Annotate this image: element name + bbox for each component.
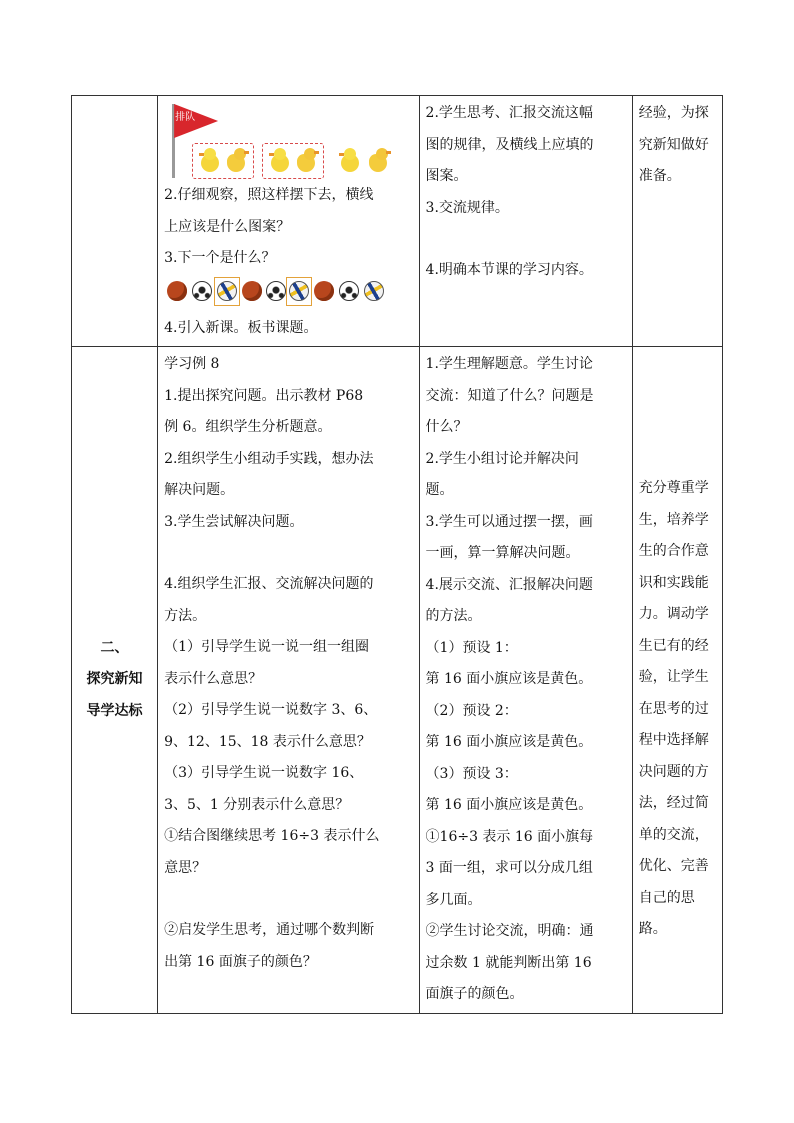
text-line: 题。: [425, 482, 454, 498]
text-line: 识和实践能: [638, 574, 709, 591]
stage-title: 导学达标: [86, 702, 143, 719]
student-activity-cell: [419, 347, 632, 1014]
text-line: （3）预设 3：: [425, 765, 518, 782]
basketball-icon: [167, 281, 187, 301]
basketball-icon: [314, 281, 334, 301]
text-line: 1.提出探究问题。出示教材 P68: [164, 387, 364, 404]
text-line: 2.仔细观察，照这样摆下去，横线: [164, 187, 374, 203]
text-line: 生的合作意: [638, 543, 709, 559]
teacher-activity-cell: [158, 347, 419, 1014]
text-line: 3.下一个是什么？: [164, 250, 276, 266]
blank-line: [639, 349, 716, 380]
design-intent-cell: [632, 96, 722, 347]
text-line: 图的规律，及横线上应填的: [425, 136, 594, 153]
text-line: （2）预设 2：: [425, 702, 518, 719]
blank-line: [639, 380, 716, 411]
text-line: 一画，算一算解决问题。: [425, 545, 580, 561]
text-line: 3、5、1 分别表示什么意思？: [164, 796, 350, 813]
text-line: 4.明确本节课的学习内容。: [425, 262, 593, 278]
text-line: 究新知做好: [638, 136, 709, 153]
text-line: 优化、完善: [638, 858, 709, 874]
volleyball-icon: [217, 281, 237, 301]
text-line: 2.组织学生小组动手实践，想办法: [164, 450, 374, 467]
chick-icon: [199, 148, 221, 172]
stage-cell: [72, 96, 158, 347]
design-intent-cell: [632, 347, 722, 1014]
text-line: 决问题的方: [638, 763, 709, 780]
text-line: 表示什么意思？: [164, 670, 263, 687]
text-line: 法，经过简: [638, 795, 709, 811]
text-line: 验，让学生: [638, 669, 709, 685]
text-line: 单的交流，: [638, 826, 709, 843]
blank-line: [164, 538, 412, 569]
stage-cell: [72, 347, 158, 1014]
ball-pattern-picture: [164, 275, 412, 313]
text-line: ②学生讨论交流，明确：通: [425, 923, 594, 939]
text-line: 方法。: [164, 607, 207, 624]
text-line: （1）预设 1：: [425, 639, 518, 656]
text-line: 学习例 8: [164, 356, 220, 372]
text-line: 3 面一组，求可以分成几组: [425, 860, 593, 876]
text-line: 交流：知道了什么？问题是: [425, 387, 594, 404]
text-line: 4.引入新课。板书课题。: [164, 319, 318, 336]
text-line: 3.交流规律。: [425, 199, 509, 216]
volleyball-icon: [364, 281, 384, 301]
text-line: ①16÷3 表示 16 面小旗每: [425, 828, 594, 845]
stage-title: 探究新知: [86, 671, 143, 687]
blank-line: [164, 884, 412, 915]
text-line: 第 16 面小旗应该是黄色。: [425, 671, 593, 687]
basketball-icon: [242, 281, 262, 301]
table-row: [72, 96, 723, 347]
text-line: 出第 16 面旗子的颜色？: [164, 953, 317, 970]
text-line: 第 16 面小旗应该是黄色。: [425, 734, 593, 750]
chick-icon: [269, 148, 291, 172]
text-line: 第 16 面小旗应该是黄色。: [425, 797, 593, 813]
queue-pattern-picture: [164, 98, 412, 180]
text-line: 过余数 1 就能判断出第 16: [425, 954, 592, 971]
stage-number: 二、: [100, 639, 129, 656]
text-line: 图案。: [425, 168, 468, 184]
soccer-ball-icon: [192, 281, 212, 301]
flag-label: 排队: [175, 112, 196, 123]
text-line: 充分尊重学: [638, 480, 709, 496]
blank-line: [639, 411, 716, 442]
text-line: 1.学生理解题意。学生讨论: [425, 356, 593, 372]
teacher-activity-cell: [158, 96, 419, 347]
text-line: 生，培养学: [638, 511, 709, 528]
text-line: 的方法。: [425, 608, 482, 624]
text-line: 在思考的过: [638, 700, 709, 717]
blank-line: [639, 442, 716, 473]
duck-icon: [295, 148, 317, 172]
text-line: 什么？: [425, 419, 468, 435]
text-line: 上应该是什么图案？: [164, 218, 291, 235]
text-line: 9、12、15、18 表示什么意思？: [164, 733, 371, 750]
volleyball-icon: [289, 281, 309, 301]
text-line: 生已有的经: [638, 637, 709, 654]
text-line: 路。: [638, 921, 667, 937]
text-line: 4.展示交流、汇报解决问题: [425, 576, 593, 593]
text-line: 3.学生可以通过摆一摆，画: [425, 513, 593, 530]
soccer-ball-icon: [339, 281, 359, 301]
text-line: 面旗子的颜色。: [425, 986, 524, 1002]
text-line: 准备。: [638, 168, 681, 184]
blank-line: [426, 224, 626, 255]
text-line: 意思？: [164, 859, 207, 876]
text-line: 4.组织学生汇报、交流解决问题的: [164, 576, 374, 592]
text-line: （3）引导学生说一说数字 16、: [164, 765, 364, 781]
text-line: 3.学生尝试解决问题。: [164, 513, 304, 530]
text-line: ②启发学生思考，通过哪个数判断: [164, 922, 375, 938]
text-line: 程中选择解: [638, 732, 709, 748]
student-activity-cell: [419, 96, 632, 347]
text-line: 自己的思: [638, 889, 695, 906]
text-line: （2）引导学生说一说数字 3、6、: [164, 702, 378, 718]
text-line: 多几面。: [425, 891, 482, 908]
text-line: ①结合图继续思考 16÷3 表示什么: [164, 828, 380, 844]
text-line: 例 6。组织学生分析题意。: [164, 419, 332, 435]
duck-icon: [367, 148, 389, 172]
text-line: （1）引导学生说一说一组一组圈: [164, 639, 370, 655]
soccer-ball-icon: [266, 281, 286, 301]
text-line: 2.学生思考、汇报交流这幅: [425, 105, 593, 121]
text-line: 力。调动学: [638, 606, 709, 622]
table-row: [72, 347, 723, 1014]
duck-icon: [225, 148, 247, 172]
text-line: 2.学生小组讨论并解决问: [425, 450, 579, 467]
chick-icon: [339, 148, 361, 172]
lesson-plan-table: [71, 95, 723, 1014]
text-line: 解决问题。: [164, 482, 235, 498]
text-line: 经验，为探: [638, 105, 709, 121]
